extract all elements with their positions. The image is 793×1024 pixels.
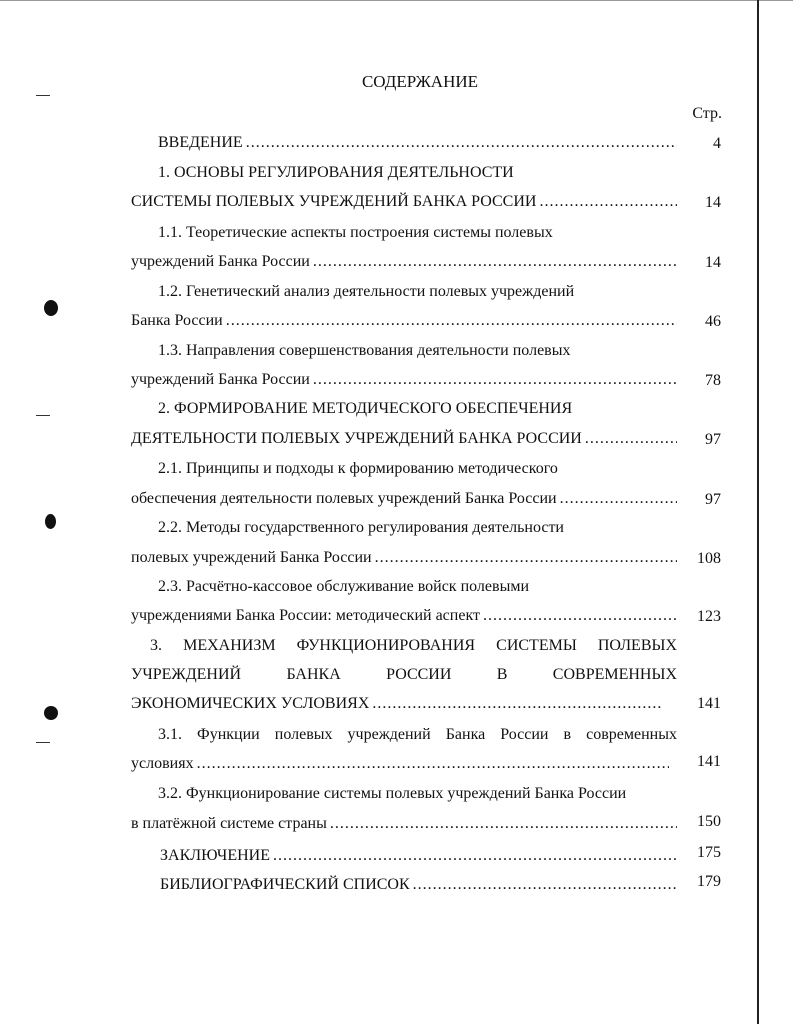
toc-entry-text: обеспечения деятельности полевых учреждений Банка России [131,490,557,507]
dot-leader [313,252,677,272]
toc-page-number: 108 [697,550,721,567]
toc-entry-text: в платёжной системе страны [131,815,327,832]
toc-entry-text: ЗАКЛЮЧЕНИЕ [160,847,270,864]
toc-page-number: 179 [697,873,721,890]
toc-section-heading[interactable]: 1.2. Генетический анализ деятельности полевых учреждений [158,283,575,300]
toc-page-number: 150 [697,813,721,830]
dot-leader [413,875,677,895]
dot-leader [330,814,677,834]
scan-mark [36,415,50,416]
dot-leader [375,548,677,568]
dot-leader [539,192,677,212]
dot-leader [197,754,669,774]
toc-entry-text: условиях [131,755,194,772]
scan-edge-top [0,0,793,5]
toc-entry-section-1-2[interactable] [131,311,677,331]
toc-entry-text: БИБЛИОГРАФИЧЕСКИЙ СПИСОК [160,876,410,893]
toc-page-number: 46 [705,313,721,330]
toc-entry-bibliography[interactable] [160,875,677,895]
toc-entry-text: ВВЕДЕНИЕ [158,134,243,151]
toc-chapter-heading[interactable]: 2. ФОРМИРОВАНИЕ МЕТОДИЧЕСКОГО ОБЕСПЕЧЕНИЯ [158,400,573,417]
toc-chapter-heading[interactable]: 3. МЕХАНИЗМ ФУНКЦИОНИРОВАНИЯ СИСТЕМЫ ПОЛЕВЫХ [150,637,677,654]
toc-entry-section-2-2[interactable] [131,548,677,568]
toc-entry-section-3-2[interactable] [131,814,677,834]
toc-entry-text: учреждений Банка России [131,371,310,388]
toc-section-heading[interactable]: 2.3. Расчётно-кассовое обслуживание войск полевыми [158,578,530,595]
toc-section-heading[interactable]: 2.1. Принципы и подходы к формированию методического [158,460,558,477]
toc-entry-section-1-3[interactable] [131,370,677,390]
dot-leader [246,133,677,153]
toc-section-heading[interactable]: 3.1. Функции полевых учреждений Банка России в современных [158,726,677,743]
toc-entry-chapter-3[interactable] [131,694,661,714]
toc-entry-chapter-2[interactable] [131,429,677,449]
dot-leader [273,846,677,866]
toc-entry-section-3-1[interactable] [131,754,669,774]
toc-page-number: 175 [697,844,721,861]
toc-chapter-heading[interactable]: 1. ОСНОВЫ РЕГУЛИРОВАНИЯ ДЕЯТЕЛЬНОСТИ [158,164,514,181]
toc-section-heading[interactable]: 2.2. Методы государственного регулирования деятельности [158,519,564,536]
toc-page-number: 123 [697,608,721,625]
toc-entry-conclusion[interactable] [160,846,677,866]
toc-page-number: 4 [713,135,721,152]
scan-mark [36,95,50,96]
dot-leader [226,311,677,331]
toc-entry-text: Банка России [131,312,223,329]
toc-entry-section-1-1[interactable] [131,252,677,272]
page-column-header: Стр. [692,105,722,122]
punch-hole-mark [44,300,58,316]
toc-entry-section-2-3[interactable] [131,606,677,626]
toc-page-number: 141 [697,695,721,712]
toc-section-heading[interactable]: 1.3. Направления совершенствования деятельности полевых [158,342,571,359]
punch-hole-mark [45,514,56,529]
dot-leader [313,370,677,390]
toc-entry-text: учреждениями Банка России: методический аспект [131,607,480,624]
dot-leader [483,606,677,626]
toc-page-number: 97 [705,431,721,448]
toc-entry-section-2-1[interactable] [131,489,677,509]
page-title: СОДЕРЖАНИЕ [361,72,479,91]
toc-page-number: 141 [697,753,721,770]
toc-section-heading[interactable]: 1.1. Теоретические аспекты построения системы полевых [158,224,553,241]
toc-page-number: 14 [705,254,721,271]
scan-mark [36,742,50,743]
toc-page-number: 78 [705,372,721,389]
dot-leader [372,694,661,714]
dot-leader [585,429,677,449]
scan-edge-right [757,0,759,1024]
toc-entry-text: СИСТЕМЫ ПОЛЕВЫХ УЧРЕЖДЕНИЙ БАНКА РОССИИ [131,193,537,210]
toc-entry-intro[interactable] [158,133,677,153]
toc-page-number: 14 [705,194,721,211]
dot-leader [560,489,677,509]
toc-entry-text: учреждений Банка России [131,253,310,270]
toc-entry-text: ЭКОНОМИЧЕСКИХ УСЛОВИЯХ [131,695,370,712]
punch-hole-mark [44,706,58,720]
toc-section-heading[interactable]: 3.2. Функционирование системы полевых учреждений Банка России [158,785,627,802]
toc-entry-text: полевых учреждений Банка России [131,549,372,566]
toc-chapter-heading[interactable]: УЧРЕЖДЕНИЙ БАНКА РОССИИ В СОВРЕМЕННЫХ [131,666,677,683]
toc-entry-chapter-1[interactable] [131,192,677,212]
toc-entry-text: ДЕЯТЕЛЬНОСТИ ПОЛЕВЫХ УЧРЕЖДЕНИЙ БАНКА РОССИИ [131,430,582,447]
toc-page-number: 97 [705,491,721,508]
